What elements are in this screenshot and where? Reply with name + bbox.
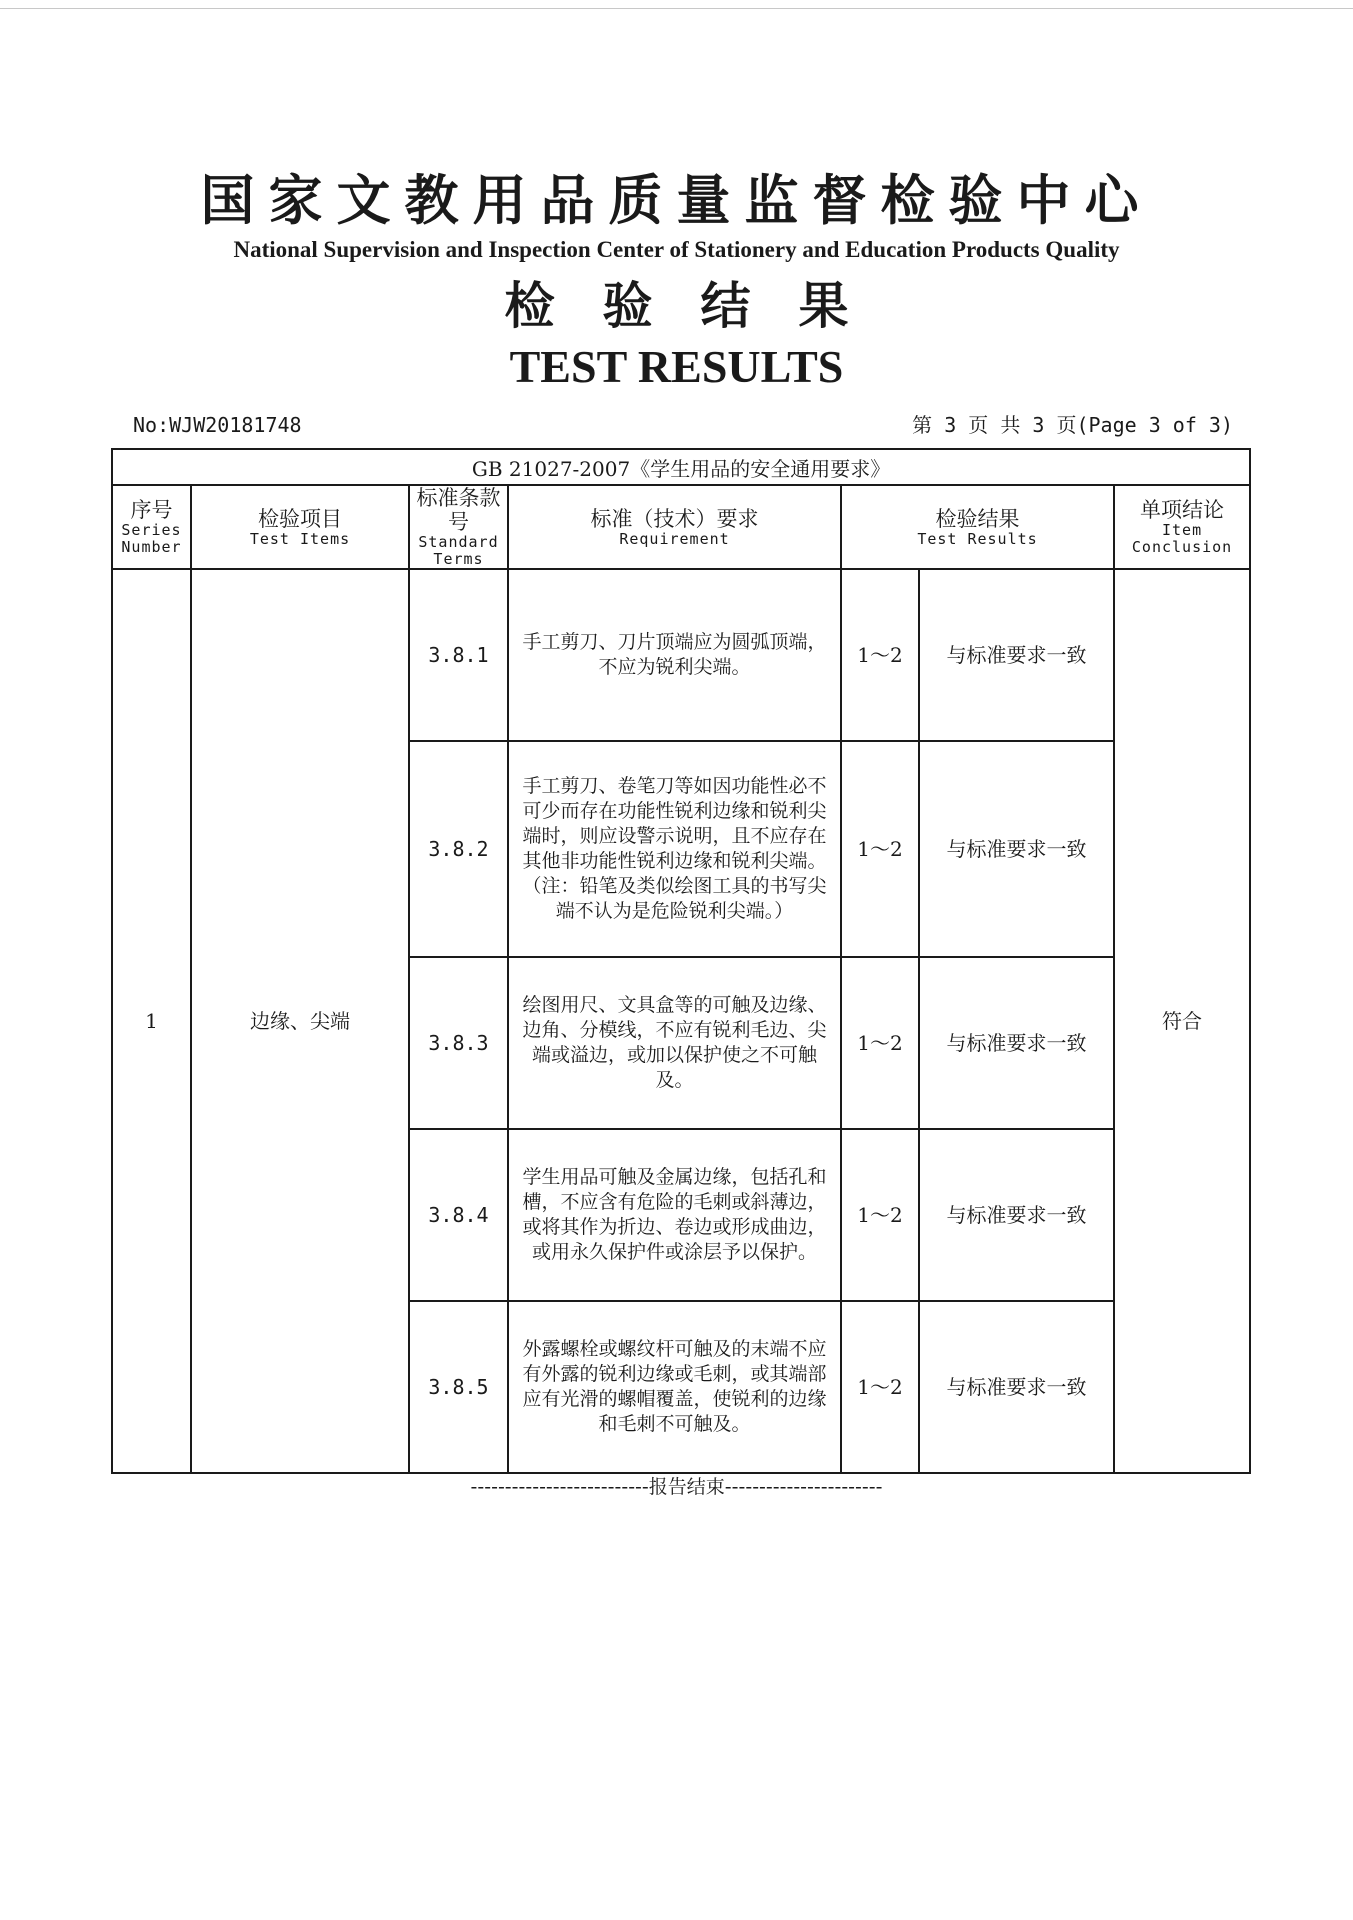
requirement-cell: 绘图用尺、文具盒等的可触及边缘、边角、分模线，不应有锐利毛边、尖端或溢边，或加以保护使之不可触及。 bbox=[508, 957, 841, 1129]
report-number: No:WJW20181748 bbox=[133, 413, 302, 437]
organization-name-cn: 国家文教用品质量监督检验中心 bbox=[200, 168, 1153, 232]
scan-edge-line bbox=[0, 8, 1353, 9]
header-standard-terms: 标准条款号 Standard Terms bbox=[409, 485, 508, 569]
page-indicator: 第 3 页 共 3 页(Page 3 of 3) bbox=[912, 413, 1233, 437]
standard-term-cell: 3.8.4 bbox=[409, 1129, 508, 1301]
document-title-cn: 检验结果 bbox=[504, 276, 897, 335]
report-meta-row bbox=[133, 410, 1233, 440]
item-conclusion-cell: 符合 bbox=[1114, 569, 1250, 1473]
document-title-en: TEST RESULTS bbox=[509, 341, 844, 392]
standard-term-cell: 3.8.1 bbox=[409, 569, 508, 741]
organization-name-en: National Supervision and Inspection Center of Stationery and Education Products Quality bbox=[233, 237, 1120, 262]
sample-number-cell: 1～2 bbox=[841, 957, 919, 1129]
header-series-number: 序号 Series Number bbox=[112, 485, 191, 569]
test-result-cell: 与标准要求一致 bbox=[919, 1301, 1114, 1473]
standard-term-cell: 3.8.3 bbox=[409, 957, 508, 1129]
test-result-cell: 与标准要求一致 bbox=[919, 1129, 1114, 1301]
test-result-cell: 与标准要求一致 bbox=[919, 957, 1114, 1129]
header-requirement: 标准（技术）要求 Requirement bbox=[508, 485, 841, 569]
header-item-conclusion: 单项结论 Item Conclusion bbox=[1114, 485, 1250, 569]
table-row bbox=[112, 569, 1250, 741]
header-test-results: 检验结果 Test Results bbox=[841, 485, 1114, 569]
test-result-cell: 与标准要求一致 bbox=[919, 569, 1114, 741]
requirement-cell: 学生用品可触及金属边缘，包括孔和槽，不应含有危险的毛刺或斜薄边，或将其作为折边、卷边或形成曲边，或用永久保护件或涂层予以保护。 bbox=[508, 1129, 841, 1301]
test-result-cell: 与标准要求一致 bbox=[919, 741, 1114, 957]
series-number-cell: 1 bbox=[112, 569, 191, 1473]
sample-number-cell: 1～2 bbox=[841, 1301, 919, 1473]
requirement-cell: 外露螺栓或螺纹杆可触及的末端不应有外露的锐利边缘或毛刺，或其端部应有光滑的螺帽覆盖，使锐利的边缘和毛刺不可触及。 bbox=[508, 1301, 841, 1473]
table-header-row bbox=[112, 485, 1250, 569]
standard-term-cell: 3.8.2 bbox=[409, 741, 508, 957]
sample-number-cell: 1～2 bbox=[841, 741, 919, 957]
sample-number-cell: 1～2 bbox=[841, 1129, 919, 1301]
standard-term-cell: 3.8.5 bbox=[409, 1301, 508, 1473]
report-end-marker: --------------------------报告结束----------------------- bbox=[470, 1476, 883, 1498]
test-item-cell: 边缘、尖端 bbox=[191, 569, 409, 1473]
standard-title: GB 21027-2007《学生用品的安全通用要求》 bbox=[112, 449, 1250, 485]
sample-number-cell: 1～2 bbox=[841, 569, 919, 741]
requirement-cell: 手工剪刀、刀片顶端应为圆弧顶端，不应为锐利尖端。 bbox=[508, 569, 841, 741]
test-results-table bbox=[111, 448, 1251, 1474]
header-test-items: 检验项目 Test Items bbox=[191, 485, 409, 569]
requirement-cell: 手工剪刀、卷笔刀等如因功能性必不可少而存在功能性锐利边缘和锐利尖端时，则应设警示说明，且不应存在其他非功能性锐利边缘和锐利尖端。（注：铅笔及类似绘图工具的书写尖端不认为是危险锐利尖端。） bbox=[508, 741, 841, 957]
